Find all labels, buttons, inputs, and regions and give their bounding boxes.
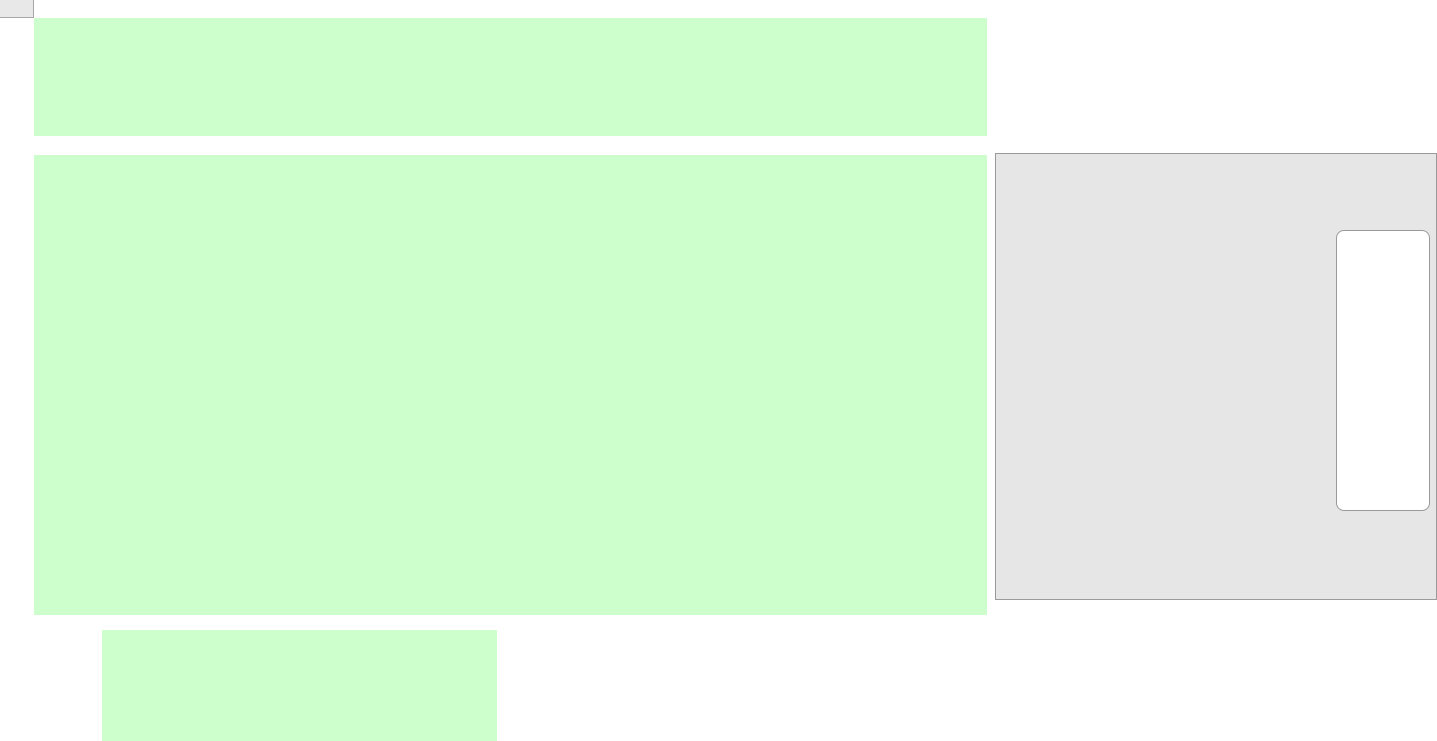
chart-legend — [1336, 230, 1430, 511]
info-block-fill — [34, 18, 987, 136]
table-fill — [34, 155, 987, 615]
map-chart[interactable] — [995, 153, 1437, 600]
summary-fill — [102, 630, 497, 741]
select-all-corner[interactable] — [0, 0, 34, 18]
